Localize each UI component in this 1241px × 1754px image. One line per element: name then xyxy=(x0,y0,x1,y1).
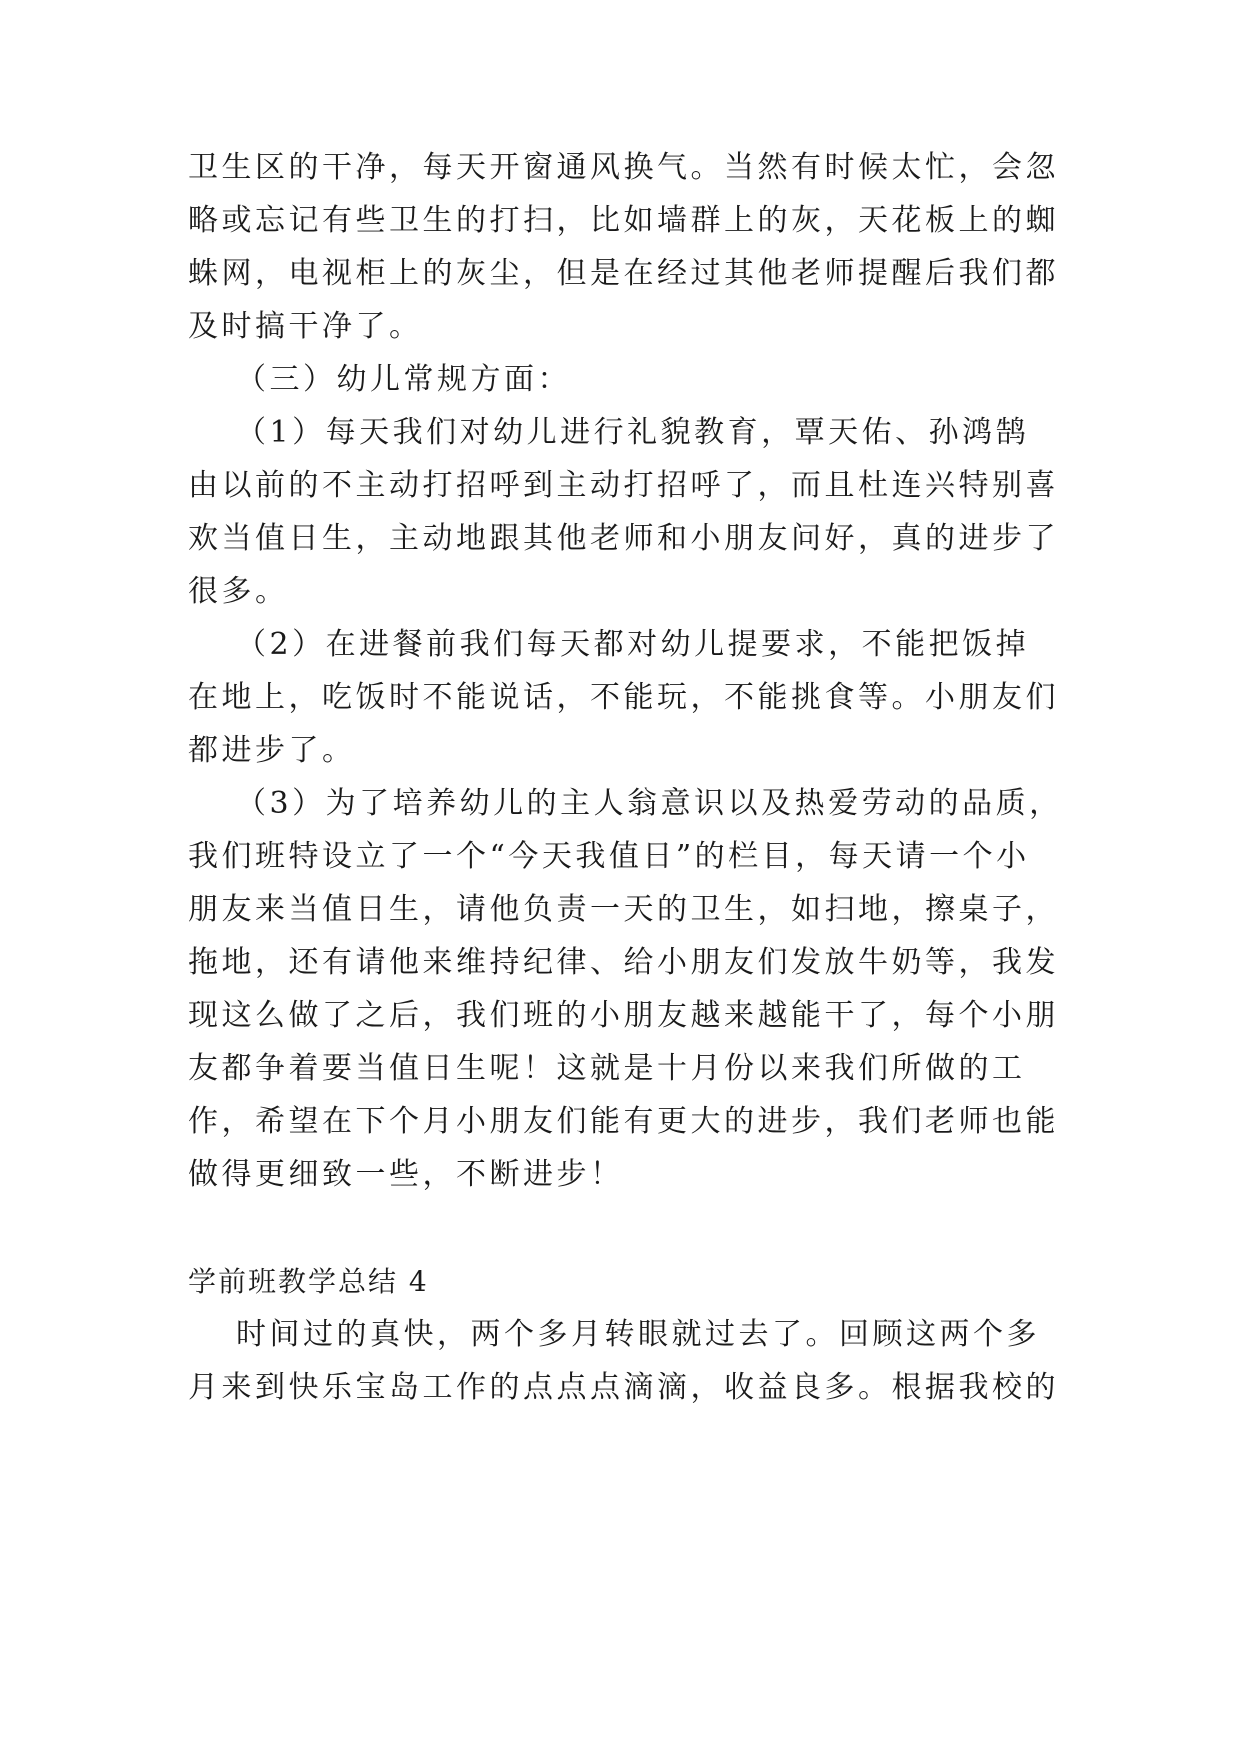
paragraph-line: 由以前的不主动打招呼到主动打招呼了，而且杜连兴特别喜 xyxy=(188,468,1059,503)
paragraph-line: 在地上，吃饭时不能说话，不能玩，不能挑食等。小朋友们 xyxy=(188,680,1059,715)
paragraph-line: 月来到快乐宝岛工作的点点点滴滴，收益良多。根据我校的 xyxy=(188,1370,1059,1405)
paragraph-line: 蛛网，电视柜上的灰尘，但是在经过其他老师提醒后我们都 xyxy=(188,256,1059,291)
paragraph-line: 都进步了。 xyxy=(188,733,356,768)
paragraph-line: 欢当值日生，主动地跟其他老师和小朋友问好，真的进步了 xyxy=(188,521,1059,556)
paragraph-line: 作，希望在下个月小朋友们能有更大的进步，我们老师也能 xyxy=(188,1104,1059,1139)
paragraph-line: 友都争着要当值日生呢！这就是十月份以来我们所做的工 xyxy=(188,1051,1026,1086)
paragraph-line: （3）为了培养幼儿的主人翁意识以及热爱劳动的品质， xyxy=(236,786,1063,821)
paragraph-line: 朋友来当值日生，请他负责一天的卫生，如扫地，擦桌子， xyxy=(188,892,1059,927)
paragraph-line: 很多。 xyxy=(188,574,289,609)
paragraph-line: 卫生区的干净，每天开窗通风换气。当然有时候太忙，会忽 xyxy=(188,150,1059,185)
paragraph-line: 拖地，还有请他来维持纪律、给小朋友们发放牛奶等，我发 xyxy=(188,945,1059,980)
paragraph-line: 现这么做了之后，我们班的小朋友越来越能干了，每个小朋 xyxy=(188,998,1059,1033)
paragraph-line: 时间过的真快，两个多月转眼就过去了。回顾这两个多 xyxy=(236,1317,1040,1352)
paragraph-line: 我们班特设立了一个“今天我值日”的栏目，每天请一个小 xyxy=(188,839,1030,874)
paragraph-line: 略或忘记有些卫生的打扫，比如墙群上的灰，天花板上的蜘 xyxy=(188,203,1059,238)
paragraph-line: 做得更细致一些，不断进步！ xyxy=(188,1157,624,1192)
paragraph-line: 及时搞干净了。 xyxy=(188,309,423,344)
paragraph-line: （1）每天我们对幼儿进行礼貌教育，覃天佑、孙鸿鹄 xyxy=(236,415,1030,450)
article-title: 学前班教学总结 4 xyxy=(188,1265,429,1298)
section-heading: （三）幼儿常规方面： xyxy=(236,362,571,397)
paragraph-line: （2）在进餐前我们每天都对幼儿提要求，不能把饭掉 xyxy=(236,627,1030,662)
